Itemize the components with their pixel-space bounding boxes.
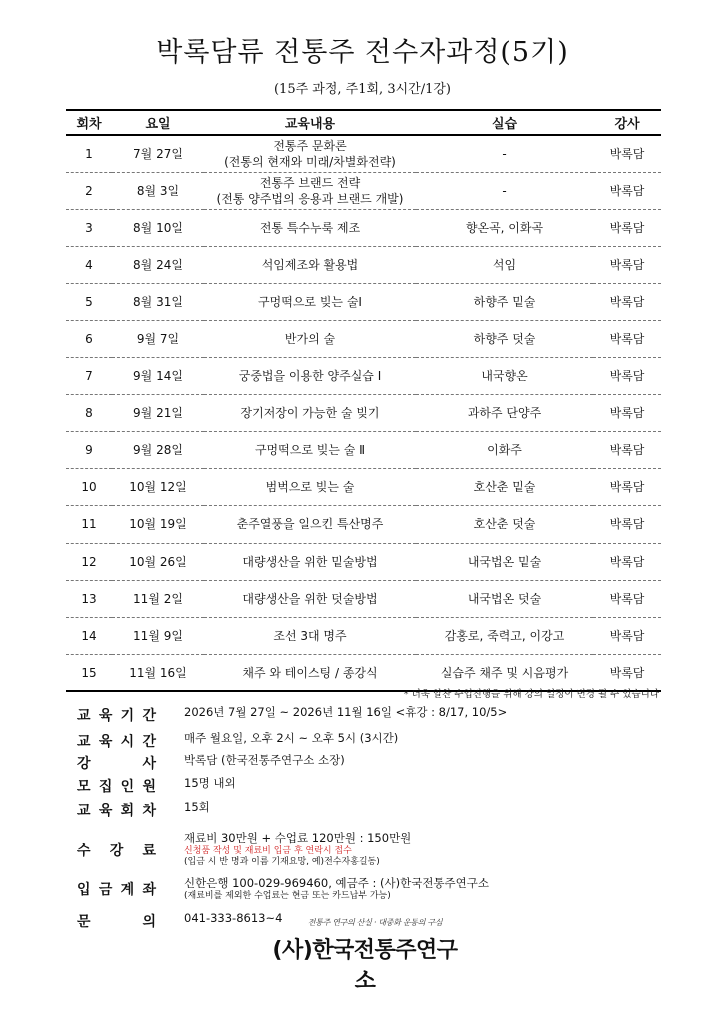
page-subtitle: (15주 과정, 주1회, 3시간/1강) — [273, 82, 451, 97]
row-content: 석임제조와 활용법 — [261, 257, 359, 272]
instructor-label: 강 사 — [77, 756, 156, 772]
row-number: 3 — [85, 220, 93, 235]
cell-content — [204, 469, 416, 506]
row-practice: 호산춘 덧술 — [473, 517, 536, 532]
row-content: 춘주열풍을 일으킨 특산명주 — [236, 517, 384, 532]
fee-label: 수 강 료 — [77, 842, 156, 859]
table-row — [66, 320, 661, 357]
table-row — [66, 395, 661, 432]
cell-content — [204, 543, 416, 580]
cell-content — [204, 358, 416, 395]
cell-no — [66, 432, 112, 469]
row-instructor: 박록담 — [609, 257, 645, 272]
row-practice: 이화주 — [487, 443, 522, 458]
table-row — [66, 543, 661, 580]
row-instructor: 박록담 — [609, 517, 645, 532]
cell-instructor — [593, 506, 661, 543]
cell-instructor — [593, 172, 661, 209]
row-number: 15 — [81, 665, 97, 680]
row-number: 11 — [81, 517, 97, 532]
cell-date — [112, 432, 204, 469]
row-date: 8월 31일 — [133, 294, 183, 309]
row-instructor: 박록담 — [609, 554, 645, 569]
row-number: 7 — [85, 369, 93, 384]
cell-no — [66, 469, 112, 506]
cell-practice — [416, 135, 593, 172]
cell-practice — [416, 209, 593, 246]
row-number: 5 — [85, 294, 93, 309]
row-number: 4 — [85, 257, 93, 272]
table-row — [66, 172, 661, 209]
row-instructor: 박록담 — [609, 628, 645, 643]
row-date: 9월 14일 — [133, 369, 183, 384]
cell-no — [66, 358, 112, 395]
fee-value-block — [184, 831, 411, 868]
table-row — [66, 617, 661, 654]
row-date: 8월 3일 — [136, 183, 180, 198]
cell-content — [204, 283, 416, 320]
row-practice: - — [502, 183, 507, 198]
cell-instructor — [593, 135, 661, 172]
row-number: 1 — [85, 146, 93, 161]
cell-instructor — [593, 580, 661, 617]
cell-no — [66, 172, 112, 209]
cell-practice — [416, 580, 593, 617]
cell-content — [204, 432, 416, 469]
cell-instructor — [593, 358, 661, 395]
account-value: 신한은행 100-029-969460, 예금주 : (사)한국전통주연구소 — [184, 876, 489, 890]
row-instructor: 박록담 — [609, 665, 645, 680]
cell-no — [66, 543, 112, 580]
cell-date — [112, 654, 204, 691]
row-date: 11월 2일 — [133, 591, 183, 606]
row-date: 8월 10일 — [133, 220, 183, 235]
cell-instructor — [593, 432, 661, 469]
table-row — [66, 358, 661, 395]
cell-practice — [416, 395, 593, 432]
row-instructor: 박록담 — [609, 220, 645, 235]
row-instructor: 박록담 — [609, 480, 645, 495]
header-no: 회차 — [66, 110, 112, 135]
cell-date — [112, 320, 204, 357]
row-instructor: 박록담 — [609, 183, 645, 198]
row-content: 구멍떡으로 빚는 술 Ⅱ — [254, 443, 366, 458]
table-row — [66, 469, 661, 506]
row-date: 10월 26일 — [129, 554, 187, 569]
table-row — [66, 432, 661, 469]
fee-value: 재료비 30만원 + 수업료 120만원 : 150만원 — [184, 831, 412, 845]
row-practice: 감홍로, 죽력고, 이강고 — [444, 628, 565, 643]
cell-no — [66, 246, 112, 283]
cell-content — [204, 246, 416, 283]
row-content: 채주 와 테이스팅 / 종강식 — [242, 665, 378, 680]
row-content: 장기저장이 가능한 술 빚기 — [240, 406, 380, 421]
time-label: 교 육 시 간 — [77, 734, 156, 750]
row-number: 8 — [85, 406, 93, 421]
header-date: 요일 — [112, 110, 204, 135]
cell-content — [204, 617, 416, 654]
row-number: 6 — [85, 332, 93, 347]
row-content: 대량생산을 위한 밑술방법 — [242, 554, 378, 569]
instructor-value: 박록담 (한국전통주연구소 소장) — [184, 753, 345, 767]
header-practice: 실습 — [416, 110, 593, 135]
cell-content — [204, 209, 416, 246]
row-date: 8월 24일 — [133, 257, 183, 272]
row-practice: 향온곡, 이화곡 — [465, 220, 544, 235]
info-period-row — [77, 705, 667, 731]
row-content: 대량생산을 위한 덧술방법 — [242, 591, 378, 606]
institute-logo — [270, 917, 460, 994]
contact-label: 문 의 — [77, 914, 156, 930]
cell-no — [66, 135, 112, 172]
fee-note-red: 신청품 작성 및 재료비 입금 후 연락시 접수 — [184, 846, 352, 856]
row-content: 반가의 술 — [284, 332, 336, 347]
cell-no — [66, 654, 112, 691]
account-label: 입 금 계 좌 — [77, 882, 156, 898]
info-account-row — [77, 873, 667, 905]
cell-practice — [416, 617, 593, 654]
row-practice: 내국향온 — [481, 369, 528, 384]
cell-content — [204, 320, 416, 357]
row-date: 11월 16일 — [129, 665, 187, 680]
fee-note: (입금 시 반 명과 이름 기재요망, 예)전수자홍길동) — [184, 857, 380, 867]
cell-instructor — [593, 320, 661, 357]
info-capacity-row — [77, 776, 667, 800]
row-number: 13 — [81, 591, 97, 606]
schedule-table — [66, 109, 661, 692]
row-instructor: 박록담 — [609, 146, 645, 161]
cell-date — [112, 506, 204, 543]
row-practice: 실습주 채주 및 시음평가 — [440, 665, 569, 680]
row-practice: 과하주 단양주 — [467, 406, 542, 421]
cell-content — [204, 395, 416, 432]
table-row — [66, 246, 661, 283]
sessions-label: 교 육 회 차 — [77, 803, 156, 819]
row-content: 범벅으로 빚는 술 — [265, 480, 355, 495]
cell-instructor — [593, 246, 661, 283]
page-title: 박록담류 전통주 전수자과정(5기) — [156, 37, 569, 68]
row-number: 10 — [81, 480, 97, 495]
cell-no — [66, 209, 112, 246]
row-instructor: 박록담 — [609, 591, 645, 606]
row-instructor: 박록담 — [609, 294, 645, 309]
cell-no — [66, 320, 112, 357]
row-number: 9 — [85, 443, 93, 458]
logo-slogan: 전통주 연구의 산실 · 대중화 운동의 구심 — [307, 918, 443, 927]
account-value-block — [184, 876, 489, 902]
table-row — [66, 209, 661, 246]
row-instructor: 박록담 — [609, 369, 645, 384]
info-time-row — [77, 731, 667, 753]
cell-no — [66, 395, 112, 432]
cell-instructor — [593, 543, 661, 580]
cell-practice — [416, 320, 593, 357]
cell-practice — [416, 506, 593, 543]
schedule-note: * 더욱 알찬 수업진행을 위해 강의 일정이 변경 될 수 있습니다 — [403, 689, 659, 700]
header-instructor: 강사 — [593, 110, 661, 135]
cell-no — [66, 506, 112, 543]
cell-no — [66, 617, 112, 654]
row-date: 9월 7일 — [136, 332, 180, 347]
row-practice: - — [502, 146, 507, 161]
cell-content — [204, 172, 416, 209]
cell-no — [66, 283, 112, 320]
cell-date — [112, 395, 204, 432]
contact-value: 041-333-8613~4 — [184, 911, 283, 925]
cell-instructor — [593, 469, 661, 506]
cell-no — [66, 580, 112, 617]
cell-instructor — [593, 617, 661, 654]
row-date: 9월 28일 — [133, 443, 183, 458]
cell-practice — [416, 469, 593, 506]
cell-date — [112, 358, 204, 395]
period-value: 2026년 7월 27일 ~ 2026년 11월 16일 <휴강 : 8/17, 10/5> — [184, 705, 508, 719]
cell-content — [204, 135, 416, 172]
sessions-value: 15회 — [184, 800, 210, 814]
cell-date — [112, 283, 204, 320]
row-number: 2 — [85, 183, 93, 198]
table-header-row — [66, 110, 661, 135]
account-note: (재료비를 제외한 수업료는 현금 또는 카드납부 가능) — [184, 891, 391, 901]
cell-content — [204, 654, 416, 691]
cell-instructor — [593, 283, 661, 320]
cell-content — [204, 580, 416, 617]
row-instructor: 박록담 — [609, 443, 645, 458]
info-fee-row — [77, 826, 667, 873]
cell-date — [112, 135, 204, 172]
row-date: 10월 19일 — [129, 517, 187, 532]
row-practice: 내국법온 덧술 — [467, 591, 542, 606]
course-info — [77, 705, 667, 935]
table-row — [66, 506, 661, 543]
row-practice: 석임 — [492, 257, 517, 272]
row-practice: 하향주 덧술 — [473, 332, 536, 347]
cell-date — [112, 172, 204, 209]
row-content-sub: (전통의 현재와 미래/차별화전략) — [224, 154, 396, 169]
capacity-label: 모 집 인 원 — [77, 779, 156, 795]
row-content-sub: (전통 양주법의 응용과 브랜드 개발) — [216, 191, 404, 206]
row-instructor: 박록담 — [609, 332, 645, 347]
cell-practice — [416, 358, 593, 395]
period-label: 교 육 기 간 — [77, 708, 156, 724]
cell-date — [112, 469, 204, 506]
time-value: 매주 월요일, 오후 2시 ~ 오후 5시 (3시간) — [184, 731, 399, 745]
cell-instructor — [593, 395, 661, 432]
row-date: 10월 12일 — [129, 480, 187, 495]
row-content: 구멍떡으로 빚는 술Ⅰ — [258, 294, 362, 309]
table-row — [66, 283, 661, 320]
row-date: 11월 9일 — [133, 628, 183, 643]
cell-practice — [416, 543, 593, 580]
table-row — [66, 580, 661, 617]
row-content: 궁중법을 이용한 양주실습 Ⅰ — [238, 369, 382, 384]
header-content: 교육내용 — [204, 110, 416, 135]
row-date: 7월 27일 — [133, 146, 183, 161]
row-content: 조선 3대 명주 — [273, 628, 347, 643]
row-practice: 내국법온 밑술 — [467, 554, 542, 569]
info-sessions-row — [77, 800, 667, 826]
cell-practice — [416, 172, 593, 209]
cell-date — [112, 617, 204, 654]
row-instructor: 박록담 — [609, 406, 645, 421]
cell-date — [112, 580, 204, 617]
cell-instructor — [593, 209, 661, 246]
row-number: 12 — [81, 554, 97, 569]
row-practice: 하향주 밑술 — [473, 294, 536, 309]
row-content: 전통주 문화론 — [273, 138, 347, 153]
cell-practice — [416, 432, 593, 469]
row-content: 전통주 브랜드 전략 — [259, 175, 361, 190]
row-practice: 호산춘 밑술 — [473, 480, 536, 495]
table-row — [66, 135, 661, 172]
row-content: 전통 특수누룩 제조 — [259, 220, 361, 235]
row-number: 14 — [81, 628, 97, 643]
cell-practice — [416, 246, 593, 283]
cell-date — [112, 543, 204, 580]
cell-date — [112, 246, 204, 283]
cell-date — [112, 209, 204, 246]
capacity-value: 15명 내외 — [184, 776, 236, 790]
logo-name: (사)한국전통주연구소 — [272, 938, 458, 994]
info-instructor-row — [77, 753, 667, 776]
row-date: 9월 21일 — [133, 406, 183, 421]
cell-content — [204, 506, 416, 543]
cell-practice — [416, 283, 593, 320]
